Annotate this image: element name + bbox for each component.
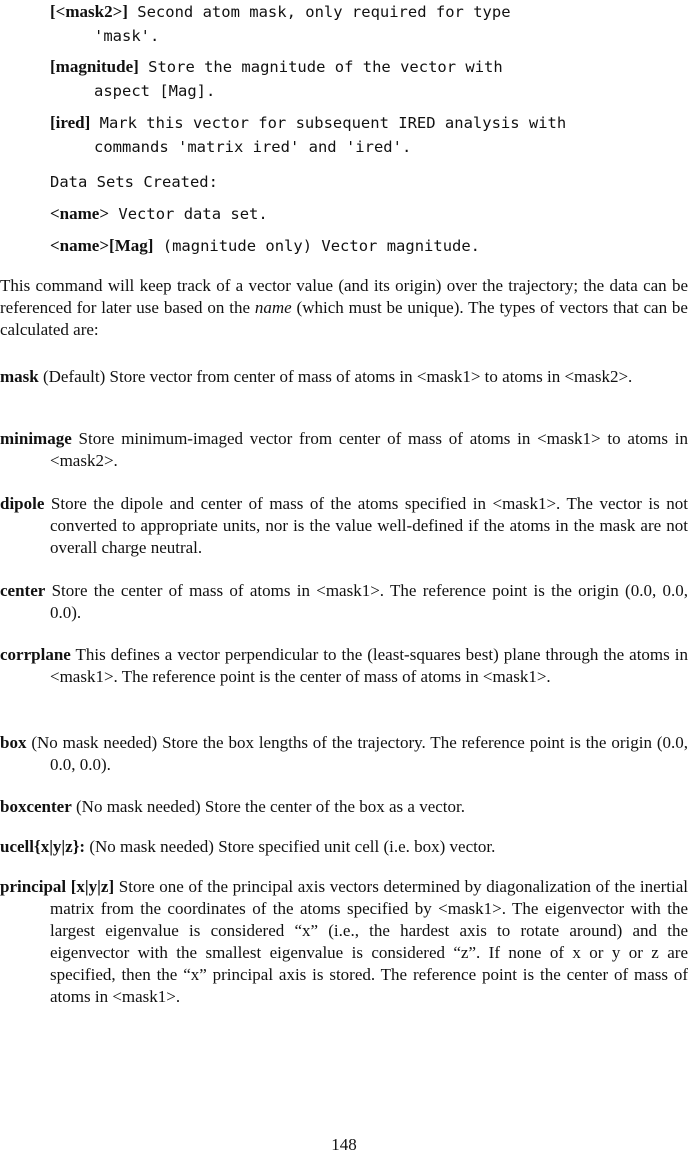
vector-type-desc: Store one of the principal axis vectors determined by diagonalization of the inertial matrix from the coordinates of the atoms specified by <mask1>. The eigenvector with the largest eigenvalue is considered “x” (i.e., the hardest axis to rotate around) and the eigenvector with the smallest eigenvalue is considered “z”. If none of x or y or z are specified, then the “x” principal axis is stored. The reference point is the center of mass of atoms in <mask1>. [50, 877, 688, 1006]
vector-type-term: principal [x|y|z] [0, 877, 115, 896]
vector-type-term: minimage [0, 429, 72, 448]
vector-type-boxcenter [0, 796, 688, 818]
vector-type-box [0, 732, 688, 776]
option-name: [magnitude] [50, 57, 139, 76]
option-magnitude [50, 55, 670, 103]
option-desc-cont: aspect [Mag]. [94, 82, 216, 100]
intro-text-after: (which must be unique). The types of vectors that can be calculated are: [0, 298, 688, 339]
vector-type-term: ucell{x|y|z}: [0, 837, 86, 856]
option-desc: Store the magnitude of the vector with [138, 58, 503, 76]
vector-type-desc: (No mask needed) Store the box lengths of the trajectory. The reference point is the origin (0.0, 0.0, 0.0). [26, 733, 688, 774]
option-desc-cont: commands 'matrix ired' and 'ired'. [94, 138, 412, 156]
vector-type-dipole [0, 493, 688, 559]
vector-type-desc: Store minimum-imaged vector from center of mass of atoms in <mask1> to atoms in <mask2>. [50, 429, 688, 470]
option-desc: Second atom mask, only required for type [127, 3, 511, 21]
option-name: [<mask2>] [50, 2, 128, 21]
vector-type-desc: Store the dipole and center of mass of the atoms specified in <mask1>. The vector is not converted to appropriate units, nor is the value well-defined if the atoms in the mask are not overall charge neutral. [44, 494, 688, 557]
data-set-vector [50, 202, 670, 226]
data-sets-header: Data Sets Created: [50, 173, 218, 191]
vector-type-desc: (No mask needed) Store the center of the box as a vector. [71, 797, 465, 816]
option-mask2 [50, 0, 670, 48]
vector-type-desc: Store the center of mass of atoms in <mask1>. The reference point is the origin (0.0, 0.0, 0.0). [45, 581, 688, 622]
vector-type-center [0, 580, 688, 624]
vector-type-term: mask [0, 367, 39, 386]
intro-emphasis: name [254, 298, 292, 317]
vector-type-term: dipole [0, 494, 45, 513]
option-name: [ired] [50, 113, 91, 132]
data-set-desc: (magnitude only) Vector magnitude. [153, 237, 481, 255]
vector-type-term: corrplane [0, 645, 71, 664]
vector-type-term: boxcenter [0, 797, 72, 816]
vector-type-mask [0, 366, 688, 388]
option-ired [50, 111, 670, 159]
vector-type-term: center [0, 581, 46, 600]
vector-type-desc: This defines a vector perpendicular to the (least-squares best) plane through the atoms in <mask1>. The reference point is the center of mass of atoms in <mask1>. [50, 645, 688, 686]
option-desc-cont: 'mask'. [94, 27, 160, 45]
vector-type-minimage [0, 428, 688, 472]
intro-paragraph [0, 275, 688, 341]
vector-type-desc: (Default) Store vector from center of mass of atoms in <mask1> to atoms in <mask2>. [38, 367, 633, 386]
vector-type-term: box [0, 733, 27, 752]
vector-type-principal [0, 876, 688, 1008]
data-set-desc: Vector data set. [109, 205, 268, 223]
data-set-name: <name> [50, 204, 110, 223]
data-set-magnitude [50, 234, 670, 258]
page-number: 148 [331, 1135, 357, 1154]
vector-type-desc: (No mask needed) Store specified unit cell (i.e. box) vector. [85, 837, 496, 856]
data-set-name: <name>[Mag] [50, 236, 154, 255]
option-desc: Mark this vector for subsequent IRED analysis with [90, 114, 567, 132]
vector-type-ucell [0, 836, 688, 858]
intro-text: This command will keep track of a vector value (and its origin) over the trajectory; the data can be referenced for later use based on the [0, 276, 688, 317]
vector-type-corrplane [0, 644, 688, 688]
